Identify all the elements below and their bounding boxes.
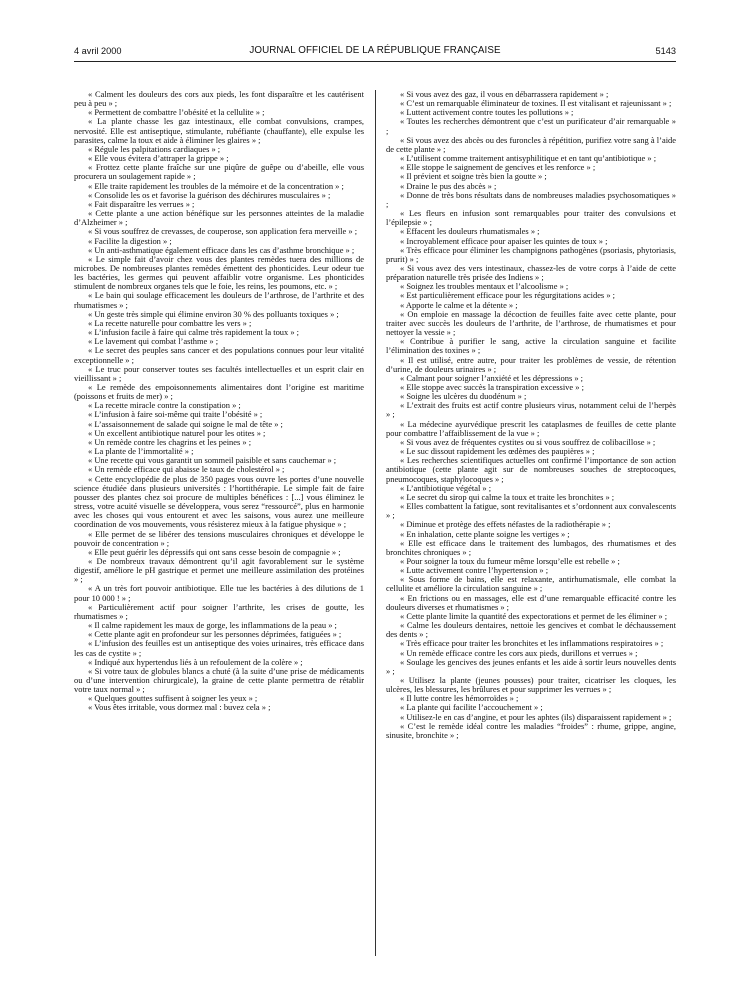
column-paragraph: « L’extrait des fruits est actif contre plusieurs virus, notamment celui de l’herpès » ;: [386, 400, 676, 420]
column-paragraph: « Très efficace pour éliminer les champignons pathogènes (psoriasis, phytoriasis, prurit) » ;: [386, 244, 676, 264]
column-paragraph: « Effacent les douleurs rhumatismales » ;: [400, 226, 540, 237]
column-paragraph: « Sous forme de bains, elle est relaxante, antirhumatismale, elle combat la cellulite et améliore la circulation sanguine » ;: [386, 574, 676, 594]
column-paragraph: « A un très fort pouvoir antibiotique. Elle tue les bactéries à des dilutions de 1 pour 10 000 ! » ;: [74, 583, 364, 603]
column-paragraph: « Draine le pus des abcès » ;: [400, 180, 497, 191]
column-paragraph: « Particulièrement actif pour soigner l’arthrite, les crises de goutte, les rhumatismes » ;: [74, 601, 364, 621]
column-paragraph: « Soignez les troubles mentaux et l’alcoolisme » ;: [400, 281, 569, 292]
column-paragraph: « Un remède contre les chagrins et les peines » ;: [88, 436, 252, 447]
right-column: [386, 90, 676, 740]
column-paragraph: « La plante chasse les gaz intestinaux, elle combat convulsions, crampes, nervosité. Elle est antiseptique, stimulante, rubéfiante (chauffante), elle expulse les parasites, calme la toux et aide à éliminer les glaires » ;: [74, 116, 364, 145]
column-paragraph: « Le simple fait d’avoir chez vous des plantes remèdes tuera des millions de microbes. De nombreuses plantes remèdes émettent des phonticides. Leur odeur tue les bactéries, les germes qui peuvent affaiblir votre organisme. Les phonticides stimulent de nombreux organes tels que le foie, les reins, les poumons, etc. » ;: [74, 253, 364, 292]
column-paragraph: « En frictions ou en massages, elle est d’une remarquable efficacité contre les douleurs diverses et rhumatismes » ;: [386, 592, 676, 612]
column-paragraph: « Calment les douleurs des cors aux pieds, les font disparaître et les cautérisent peu à peu » ;: [74, 89, 364, 109]
column-paragraph: « L’utilisent comme traitement antisyphilitique et en tant qu’antibiotique » ;: [400, 153, 657, 164]
column-paragraph: « Quelques gouttes suffisent à soigner les yeux » ;: [88, 693, 258, 704]
column-paragraph: « Lutte activement contre l’hypertension » ;: [400, 565, 549, 576]
column-paragraph: « Il prévient et soigne très bien la goutte » ;: [400, 171, 547, 182]
column-paragraph: « Elle est efficace dans le traitement des lumbagos, des rhumatismes et des bronchites chroniques » ;: [386, 537, 676, 557]
column-paragraph: « Les recherches scientifiques actuelles ont confirmé l’importance de son action antibiotique (cette plante agit sur de nombreuses souches de streptocoques, pneumocoques, staphylocoques » ;: [386, 455, 676, 484]
issue-date: 4 avril 2000: [74, 46, 122, 56]
column-paragraph: « Cette plante agit en profondeur sur les personnes déprimées, fatiguées » ;: [88, 629, 342, 640]
column-paragraph: « La recette miracle contre la constipation » ;: [88, 400, 241, 411]
column-paragraph: « Facilite la digestion » ;: [88, 235, 172, 246]
column-paragraph: « L’infusion à faire soi-même qui traite l’obésité » ;: [88, 409, 263, 420]
column-paragraph: « Il lutte contre les hémorroïdes » ;: [400, 693, 519, 704]
column-paragraph: « De nombreux travaux démontrent qu’il agit favorablement sur le système digestif, améliore le pH gastrique et permet une meilleure assimilation des protéines » ;: [74, 555, 364, 585]
column-paragraph: « Le truc pour conserver toutes ses facultés intellectuelles et un esprit clair en vieillissant » ;: [74, 363, 364, 383]
column-paragraph: « L’assaisonnement de salade qui soigne le mal de tête » ;: [88, 418, 283, 429]
column-paragraph: « Calmant pour soigner l’anxiété et les dépressions » ;: [400, 372, 584, 383]
column-paragraph: « Si vous avez de fréquentes cystites ou si vous souffrez de colibacillose » ;: [400, 436, 656, 447]
column-paragraph: « C’est le remède idéal contre les maladies “froides” : rhume, grippe, angine, sinusite, bronchite » ;: [386, 720, 676, 740]
column-paragraph: « Une recette qui vous garantit un sommeil paisible et sans cauchemar » ;: [88, 455, 337, 466]
column-paragraph: « Elles combattent la fatigue, sont revitalisantes et s’ordonnent aux convalescents » ;: [386, 501, 676, 521]
column-paragraph: « Toutes les recherches démontrent que c’est un purificateur d’air remarquable » ;: [386, 116, 676, 136]
page-number: 5143: [655, 46, 676, 56]
column-paragraph: « Le secret du sirop qui calme la toux et traite les bronchites » ;: [400, 491, 615, 502]
column-paragraph: « Elle traite rapidement les troubles de la mémoire et de la concentration » ;: [88, 180, 344, 191]
column-paragraph: « Apporte le calme et la détente » ;: [400, 299, 518, 310]
column-paragraph: « Cette plante a une action bénéfique sur les personnes atteintes de la maladie d’Alzheimer » ;: [74, 208, 364, 228]
column-paragraph: « Calme les douleurs dentaires, nettoie les gencives et combat le déchaussement des dents » ;: [386, 620, 676, 640]
column-paragraph: « L’antibiotique végétal » ;: [400, 482, 492, 493]
column-divider: [375, 90, 376, 956]
column-paragraph: « Un remède efficace contre les cors aux pieds, durillons et verrues » ;: [400, 647, 638, 658]
column-paragraph: « Elle vous évitera d’attraper la grippe » ;: [88, 153, 229, 164]
column-paragraph: « Si vous avez des gaz, il vous en débarrassera rapidement » ;: [400, 89, 609, 99]
column-paragraph: « Pour soigner la toux du fumeur même lorsqu’elle est rebelle » ;: [400, 555, 620, 566]
column-paragraph: « Soigne les ulcères du duodénum » ;: [400, 391, 527, 402]
column-paragraph: « Incroyablement efficace pour apaiser les quintes de toux » ;: [400, 235, 608, 246]
column-paragraph: « La médecine ayurvédique prescrit les cataplasmes de feuilles de cette plante pour combattre l’affaiblissement de la vue » ;: [386, 418, 676, 438]
running-header: [74, 43, 676, 59]
column-paragraph: « Elle permet de se libérer des tensions musculaires chroniques et développe le pouvoir de concentration » ;: [74, 528, 364, 548]
column-paragraph: « L’infusion facile à faire qui calme très rapidement la toux » ;: [88, 327, 300, 338]
column-paragraph: « Elle stoppe avec succès la transpiration excessive » ;: [400, 382, 584, 392]
column-paragraph: « Les fleurs en infusion sont remarquables pour traiter des convulsions et l’épilepsie » ;: [386, 208, 676, 228]
column-paragraph: « Il est utilisé, entre autre, pour traiter les problèmes de vessie, de rétention d’urine, de douleurs urinaires » ;: [386, 354, 676, 374]
header-rule: [74, 61, 676, 62]
column-paragraph: « C’est un remarquable éliminateur de toxines. Il est vitalisant et rajeunissant » ;: [400, 98, 672, 109]
column-paragraph: « Si vous avez des abcès ou des furoncles à répétition, purifiez votre sang à l’aide de cette plante » ;: [386, 134, 676, 154]
column-paragraph: « La plante qui facilite l’accouchement » ;: [400, 702, 543, 713]
column-paragraph: « Si votre taux de globules blancs a chuté (à la suite d’une prise de médicaments ou d’une intervention chirurgicale), la graine de cette plante permettra de rétablir votre taux normal » ;: [74, 665, 364, 695]
column-paragraph: « Vous êtes irritable, vous dormez mal : buvez cela » ;: [88, 702, 271, 713]
column-paragraph: « Cette encyclopédie de plus de 350 pages vous ouvre les portes d’une nouvelle science étudiée dans plusieurs universités : l’hortithérapie. Le simple fait de faire pousser des plantes chez soi procure de multiples bénéfices : [...] vous éliminez le stress, votre acuité visuelle se développera, vous serez “ressourcé”, plus en harmonie avec les choses qui vous entourent et avec les saisons, vous aurez une meilleure coordination de vos mouvements, vous résisterez mieux à la fatigue physique » ;: [74, 473, 364, 530]
column-paragraph: « Est particulièrement efficace pour les régurgitations acides » ;: [400, 290, 615, 301]
column-paragraph: « On emploie en massage la décoction de feuilles faite avec cette plante, pour traiter avec succès les douleurs de l’arthrite, de l’arthrose, de rhumatismes et pour nettoyer la vessie » ;: [386, 308, 676, 338]
column-paragraph: « Si vous avez des vers intestinaux, chassez-les de votre corps à l’aide de cette préparation naturelle très prisée des Indiens » ;: [386, 262, 676, 283]
column-paragraph: « Le suc dissout rapidement les œdèmes des paupières » ;: [400, 446, 595, 457]
column-paragraph: « Utilisez la plante (jeunes pousses) pour traiter, cicatriser les cloques, les ulcères, les blessures, les brûlures et pour supprimer les verrues » ;: [386, 675, 676, 695]
column-paragraph: « Consolide les os et favorise la guérison des déchirures musculaires » ;: [88, 189, 331, 200]
left-column: [74, 90, 364, 713]
column-paragraph: « Diminue et protège des effets néfastes de la radiothérapie » ;: [400, 519, 611, 530]
column-paragraph: « Très efficace pour traiter les bronchites et les inflammations respiratoires » ;: [400, 638, 664, 649]
column-paragraph: « Régule les palpitations cardiaques » ;: [88, 143, 221, 154]
column-paragraph: « Si vous souffrez de crevasses, de couperose, son application fera merveille » ;: [88, 226, 358, 237]
column-paragraph: « Elle stoppe le saignement de gencives et les renforce » ;: [400, 162, 596, 173]
column-paragraph: « Il calme rapidement les maux de gorge, les inflammations de la peau » ;: [88, 620, 337, 631]
column-paragraph: « La plante de l’immortalité » ;: [88, 446, 194, 457]
column-paragraph: « L’infusion des feuilles est un antiseptique des voies urinaires, très efficace dans les cas de cystite » ;: [74, 638, 364, 658]
column-paragraph: « Cette plante limite la quantité des expectorations et permet de les éliminer » ;: [400, 610, 668, 621]
column-paragraph: « Elle peut guérir les dépressifs qui ont sans cesse besoin de compagnie » ;: [88, 546, 341, 557]
column-paragraph: « Soulage les gencives des jeunes enfants et les aide à sortir leurs nouvelles dents » ;: [386, 656, 676, 676]
column-paragraph: « Un geste très simple qui élimine environ 30 % des polluants toxiques » ;: [88, 308, 339, 319]
column-paragraph: « Un remède efficace qui abaisse le taux de cholestérol » ;: [88, 464, 285, 475]
column-paragraph: « Le bain qui soulage efficacement les douleurs de l’arthrose, de l’arthrite et des rhumatismes » ;: [74, 290, 364, 310]
column-paragraph: « Utilisez-le en cas d’angine, et pour les aphtes (ils) disparaissent rapidement » ;: [400, 711, 672, 722]
column-paragraph: « Le secret des peuples sans cancer et des populations connues pour leur vitalité exceptionnelle » ;: [74, 345, 364, 365]
column-paragraph: « Fait disparaître les verrues » ;: [88, 198, 195, 209]
column-paragraph: « En inhalation, cette plante soigne les vertiges » ;: [400, 528, 570, 539]
column-paragraph: « Le lavement qui combat l’asthme » ;: [88, 336, 219, 347]
column-paragraph: « Frottez cette plante fraîche sur une piqûre de guêpe ou d’abeille, elle vous procurera un soulagement rapide » ;: [74, 162, 364, 182]
column-paragraph: « Luttent activement contre toutes les pollutions » ;: [400, 107, 574, 118]
column-paragraph: « Un excellent antibiotique naturel pour les otites » ;: [88, 427, 266, 438]
column-paragraph: « Indiqué aux hypertendus liés à un refoulement de la colère » ;: [88, 656, 303, 667]
column-paragraph: « Donne de très bons résultats dans de nombreuses maladies psychosomatiques » ;: [386, 189, 676, 209]
column-paragraph: « La recette naturelle pour combattre les vers » ;: [88, 317, 252, 328]
column-paragraph: « Le remède des empoisonnements alimentaires dont l’origine est maritime (poissons et fruits de mer) » ;: [74, 382, 364, 402]
column-paragraph: « Un anti-asthmatique également efficace dans les cas d’asthme bronchique » ;: [88, 244, 355, 255]
journal-title: JOURNAL OFFICIEL DE LA RÉPUBLIQUE FRANÇAISE: [249, 45, 501, 56]
column-paragraph: « Permettent de combattre l’obésité et la cellulite » ;: [88, 107, 265, 118]
column-paragraph: « Contribue à purifier le sang, active la circulation sanguine et facilite l’élimination des toxines » ;: [386, 336, 676, 356]
